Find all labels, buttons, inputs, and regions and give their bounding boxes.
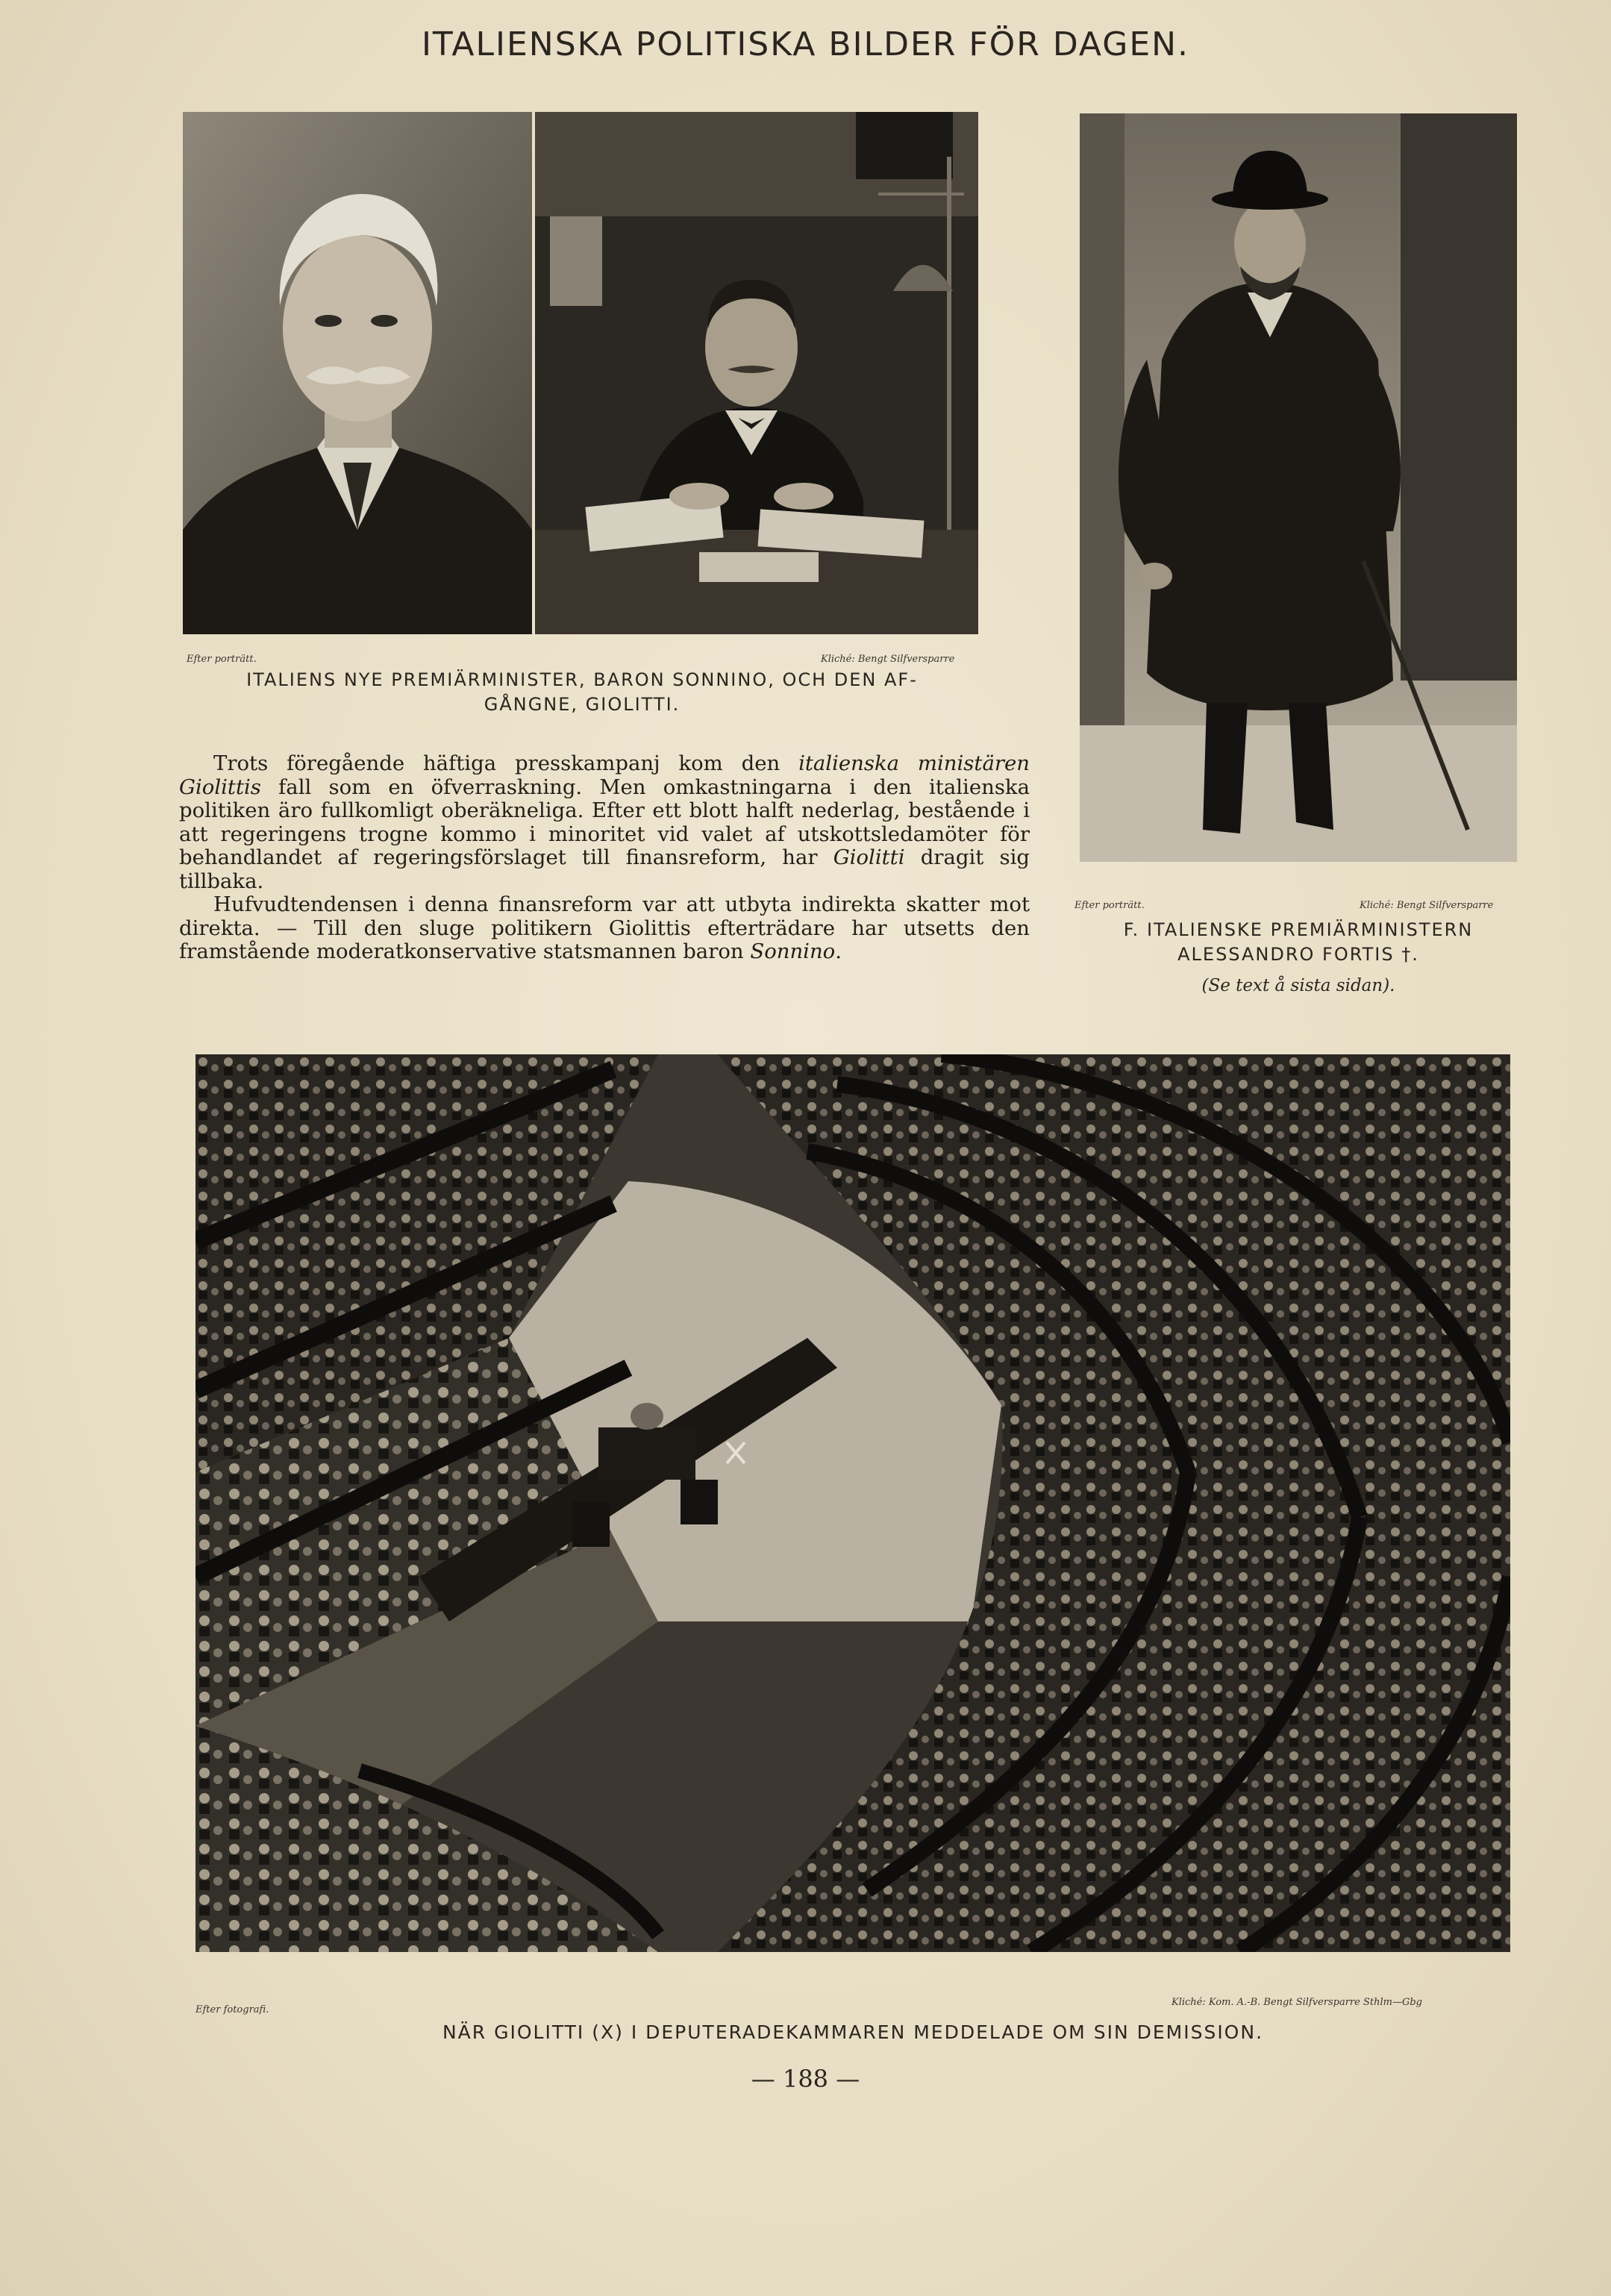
- photo-fortis-standing: [1080, 113, 1517, 862]
- article-body: [179, 752, 1030, 964]
- photo1-credit-right: Kliché: Bengt Silfversparre: [821, 654, 955, 665]
- photo2-caption-line1: F. ITALIENSKE PREMIÄRMINISTERN: [1123, 919, 1474, 940]
- photo2-caption-line2: ALESSANDRO FORTIS †.: [1177, 944, 1419, 965]
- photo3-credit-left: Efter fotografi.: [195, 2004, 269, 2015]
- photo3-caption: NÄR GIOLITTI (X) I DEPUTERADEKAMMAREN MEDDELADE OM SIN DEMISSION.: [442, 2021, 1264, 2043]
- photo2-caption: [1052, 918, 1545, 967]
- photo2-credit-left: Efter porträtt.: [1074, 900, 1145, 911]
- photo2-credit-right: Kliché: Bengt Silfversparre: [1360, 900, 1494, 911]
- article-paragraph-2: Hufvudtendensen i denna finansreform var att utbyta indirekta skatter mot direkta. — Till den sluge politikern Giolittis efterträdare har utsetts den framstående moderatkonservative statsmannen baron Sonnino.: [179, 892, 1030, 963]
- page-number: — 188 —: [751, 2065, 860, 2093]
- photo1-caption: [175, 668, 989, 717]
- photo1-credit-left: Efter porträtt.: [187, 654, 257, 665]
- page-headline: ITALIENSKA POLITISKA BILDER FÖR DAGEN.: [421, 25, 1190, 63]
- photo3-credit-right: Kliché: Kom. A.-B. Bengt Silfversparre Sthlm—Gbg: [1172, 1997, 1422, 2008]
- photo-sonnino-portrait: [183, 112, 532, 634]
- photo1-caption-line1: ITALIENS NYE PREMIÄRMINISTER, BARON SONNINO, OCH DEN AF-: [246, 669, 918, 690]
- photo1-caption-line2: GÅNGNE, GIOLITTI.: [484, 694, 681, 715]
- article-paragraph-1: Trots föregående häftiga presskampanj kom den italienska ministären Giolittis fall som en öfverraskning. Men omkastningarna i den italienska politiken äro fullkomligt oberäkneliga. Efter ett blott halft nederlag, bestående i att regeringens trogne kommo i minoritet vid valet af utskottsledamöter för behandlandet af regeringsförslaget till finansreform, har Giolitti dragit sig tillbaka.: [179, 751, 1030, 893]
- photo-giolitti-desk: [535, 112, 978, 634]
- photo-chamber-of-deputies: [195, 1054, 1510, 1952]
- photo2-caption-note: (Se text å sista sidan).: [1201, 976, 1395, 995]
